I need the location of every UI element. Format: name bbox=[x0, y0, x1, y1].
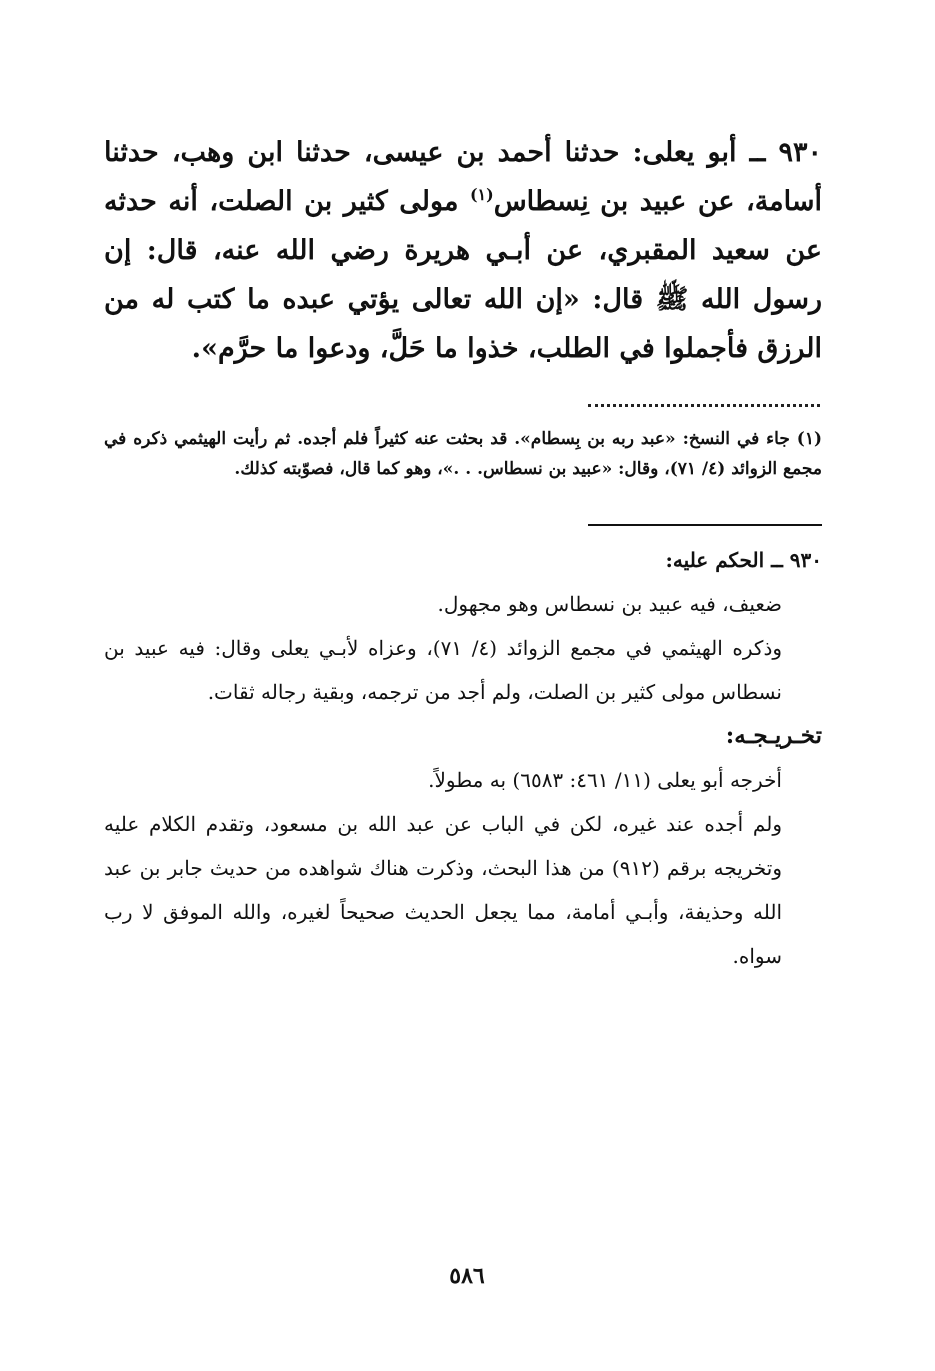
takhrij-paragraph-1: أخرجه أبو يعلى (١١/ ٤٦١: ٦٥٨٣) به مطولاً. bbox=[428, 768, 782, 792]
ruling-paragraph-2: وذكره الهيثمي في مجمع الزوائد (٤/ ٧١)، وعزاه لأبـي يعلى وقال: فيه عبيد بن نسطاس مولى كثير بن الصلت، ولم أجد من ترجمه، وبقية رجاله ثقات. bbox=[104, 636, 783, 704]
takhrij-paragraph-2: ولم أجده عند غيره، لكن في الباب عن عبد الله بن مسعود، وتقدم الكلام عليه وتخريجه برقم (٩١٢) من هذا البحث، وذكرت هناك شواهده من حديث جابر بن عبد الله وحذيفة، وأبـي أمامة، مما يجعل الحديث صحيحاً لغيره، والله الموفق لا رب سواه. bbox=[104, 812, 783, 968]
ruling-paragraph-1: ضعيف، فيه عبيد بن نسطاس وهو مجهول. bbox=[437, 592, 782, 616]
takhrij-heading: تخـريـجـه: bbox=[725, 722, 822, 749]
hadith-paragraph bbox=[104, 128, 822, 373]
ruling-heading: ٩٣٠ ــ الحكم عليه: bbox=[665, 548, 822, 572]
footnote bbox=[104, 424, 822, 484]
section-separator bbox=[588, 524, 822, 526]
page-number: ٥٨٦ bbox=[449, 1263, 485, 1289]
hadith-number: ٩٣٠ ــ bbox=[749, 137, 822, 168]
footnote-text: (١) جاء في النسخ: «عبد ربه بن بِسطام». قد بحثت عنه كثيراً فلم أجده. ثم رأيت الهيثمي ذكره في مجمع الزوائد (٤/ ٧١)، وقال: «عبيد بن نسطاس. . .»، وهو كما قال، فصوّبته كذلك. bbox=[104, 429, 822, 479]
hadith-matn: مولى كثير بن الصلت، أنه حدثه عن سعيد المقبري، عن أبـي هريرة رضي الله عنه، قال: إن رسول الله ﷺ قال: «إن الله تعالى يؤتي عبده ما كتب له من الرزق فأجملوا في الطلب، خذوا ما حَلَّ، ودعوا ما حرَّم». bbox=[104, 186, 822, 364]
hadith-isnad: أبو يعلى: حدثنا أحمد بن عيسى، حدثنا ابن وهب، حدثنا أسامة، عن عبيد بن نِسطاس bbox=[104, 137, 822, 217]
footnote-reference[interactable]: (١) bbox=[469, 185, 494, 204]
hadith-text bbox=[104, 128, 822, 373]
footnote-separator bbox=[588, 404, 820, 407]
commentary-section bbox=[104, 538, 822, 978]
